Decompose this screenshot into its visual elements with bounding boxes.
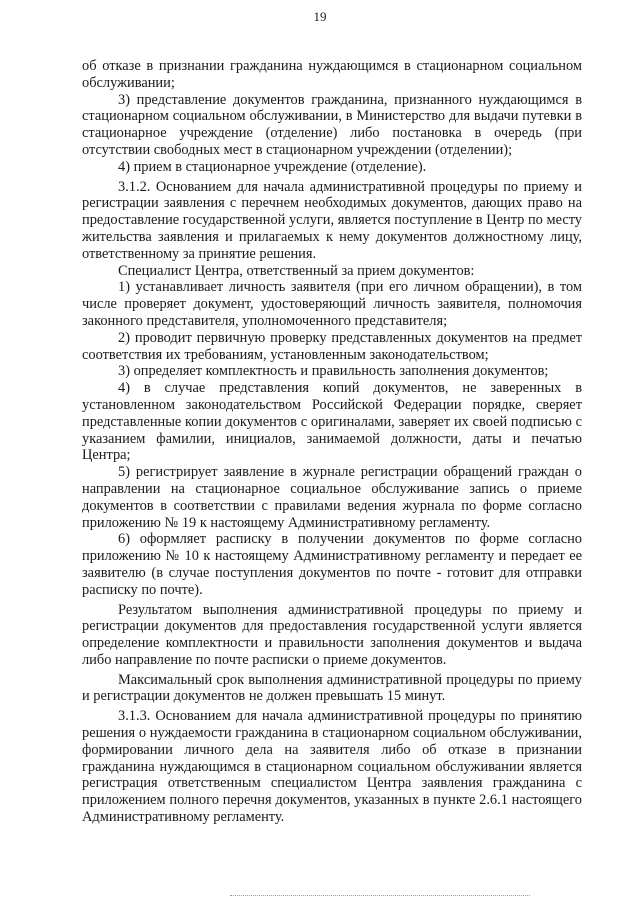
paragraph-step-3: 3) определяет комплектность и правильность заполнения документов; [118,363,549,380]
paragraph-item-3-submission: 3) представление документов гражданина, признанного нуждающимся в стационарном социальном обслуживании, в Министерство для выдачи путевки в стационарное учреждение (отделение) либо постановка в очередь (при отсутствии свободных мест в стационарном учреждении (отделении); [82,91,582,158]
paragraph-3-1-3: 3.1.3. Основанием для начала административной процедуры по принятию решения о нуждаемости гражданина в стационарном социальном обслуживании, формировании личного дела на заявителя либо об отказе в признании гражданина нуждающимся в стационарном социальном обслуживании является регистрация ответственным специалистом Центра заявления гражданина с приложением полного перечня документов, указанных в пункте 2.6.1 настоящего Административному регламенту. [82,708,582,826]
paragraph-step-1: 1) устанавливает личность заявителя (при его личном обращении), в том числе проверяет документ, удостоверяющий личность заявителя, полномочия законного представителя, уполномоченного представителя; [82,279,582,329]
paragraph-result: Результатом выполнения административной процедуры по приему и регистрации документов для предоставления государственной услуги является определение комплектности и правильности заполнения документов и выдача либо направление по почте расписки о приеме документов. [82,601,582,668]
paragraph-item-4-admission: 4) прием в стационарное учреждение (отделение). [118,158,427,175]
paragraph-step-4: 4) в случае представления копий документов, не заверенных в установленном законодательством Российской Федерации порядке, сверяет представленные копии документов с оригиналами, заверяет их своей подписью с указанием фамилии, инициалов, занимаемой должности, даты и печатью Центра; [82,380,582,464]
paragraph-step-6: 6) оформляет расписку в получении документов по форме согласно приложению № 10 к настоящему Административному регламенту и передает ее заявителю (в случае поступления документов по почте - готовит для отправки расписку по почте). [82,531,582,598]
page-number: 19 [313,9,327,24]
paragraph-3-1-2: 3.1.2. Основанием для начала административной процедуры по приему и регистрации заявления с перечнем необходимых документов, дающих право на предоставление государственной услуги, является поступление в Центр по месту жительства заявления и прилагаемых к нему документов должностному лицу, ответственному за принятие решения. [82,178,582,262]
paragraph-step-5: 5) регистрирует заявление в журнале регистрации обращений граждан о направлении на стационарное социальное обслуживание запись о приеме документов в соответствии с правилами ведения журнала по форме согласно приложению № 19 к настоящему Административному регламенту. [82,464,582,531]
paragraph-continuation: об отказе в признании гражданина нуждающимся в стационарном социальном обслуживании; [82,58,582,91]
scan-edge-artifact [230,895,530,896]
document-body [82,58,582,826]
paragraph-specialist-intro: Специалист Центра, ответственный за прием документов: [118,262,475,279]
paragraph-max-time: Максимальный срок выполнения административной процедуры по приему и регистрации документов не должен превышать 15 минут. [82,671,582,705]
paragraph-step-2: 2) проводит первичную проверку представленных документов на предмет соответствия их требованиям, установленным законодательством; [82,329,582,363]
